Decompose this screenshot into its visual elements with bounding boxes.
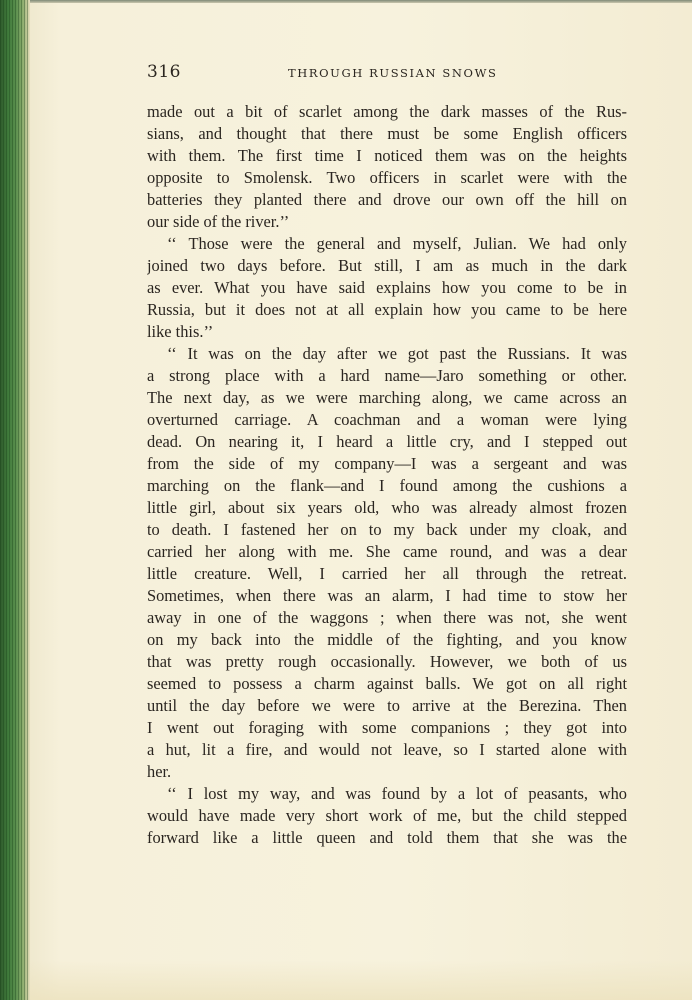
text-line: until the day before we were to arrive at the Berezina. Then (147, 696, 627, 715)
text-line: ‘‘ I lost my way, and was found by a lot of peasants, who (167, 784, 627, 803)
text-line: little girl, about six years old, who was already almost frozen (147, 498, 627, 517)
text-line: away in one of the waggons ; when there was not, she went (147, 608, 627, 627)
text-line: to death. I fastened her on to my back under my cloak, and (147, 520, 627, 539)
text-line: I went out foraging with some companions ; they got into (147, 718, 627, 737)
text-line: ‘‘ Those were the general and myself, Julian. We had only (167, 234, 627, 253)
text-line: from the side of my company—I was a sergeant and was (147, 454, 627, 473)
text-line: overturned carriage. A coachman and a woman were lying (147, 410, 627, 429)
text-line: with them. The first time I noticed them was on the heights (147, 146, 627, 165)
text-line: her. (147, 762, 172, 781)
body-text (147, 101, 627, 849)
text-line: made out a bit of scarlet among the dark masses of the Rus- (147, 102, 627, 121)
text-line: a strong place with a hard name—Jaro something or other. (147, 366, 627, 385)
text-line: marching on the flank—and I found among the cushions a (147, 476, 627, 495)
text-line: little creature. Well, I carried her all through the retreat. (147, 564, 627, 583)
text-line: as ever. What you have said explains how you come to be in (147, 278, 627, 297)
text-line: joined two days before. But still, I am as much in the dark (147, 256, 627, 275)
text-line: sians, and thought that there must be some English officers (147, 124, 627, 143)
text-line: ‘‘ It was on the day after we got past the Russians. It was (167, 344, 627, 363)
page-header (147, 62, 627, 86)
text-line: carried her along with me. She came round, and was a dear (147, 542, 627, 561)
page-bottom-shade (30, 960, 692, 1000)
text-line: Sometimes, when there was an alarm, I had time to stow her (147, 586, 627, 605)
book-binding-edge (0, 0, 30, 1000)
running-title: THROUGH RUSSIAN SNOWS (288, 66, 498, 80)
text-line: on my back into the middle of the fighting, and you know (147, 630, 627, 649)
page-number: 316 (147, 62, 181, 82)
text-line: would have made very short work of me, but the child stepped (147, 806, 627, 825)
text-line: forward like a little queen and told them that she was the (147, 828, 627, 847)
text-line: The next day, as we were marching along, we came across an (147, 388, 627, 407)
text-line: batteries they planted there and drove our own off the hill on (147, 190, 627, 209)
text-line: our side of the river.’’ (147, 212, 290, 231)
text-line: a hut, lit a fire, and would not leave, so I started alone with (147, 740, 627, 759)
text-line: like this.’’ (147, 322, 214, 341)
text-line: opposite to Smolensk. Two officers in scarlet were with the (147, 168, 627, 187)
text-line: seemed to possess a charm against balls. We got on all right (147, 674, 627, 693)
page-top-edge (30, 0, 692, 3)
text-line: dead. On nearing it, I heard a little cry, and I stepped out (147, 432, 627, 451)
text-line: that was pretty rough occasionally. However, we both of us (147, 652, 627, 671)
text-line: Russia, but it does not at all explain how you came to be here (147, 300, 627, 319)
